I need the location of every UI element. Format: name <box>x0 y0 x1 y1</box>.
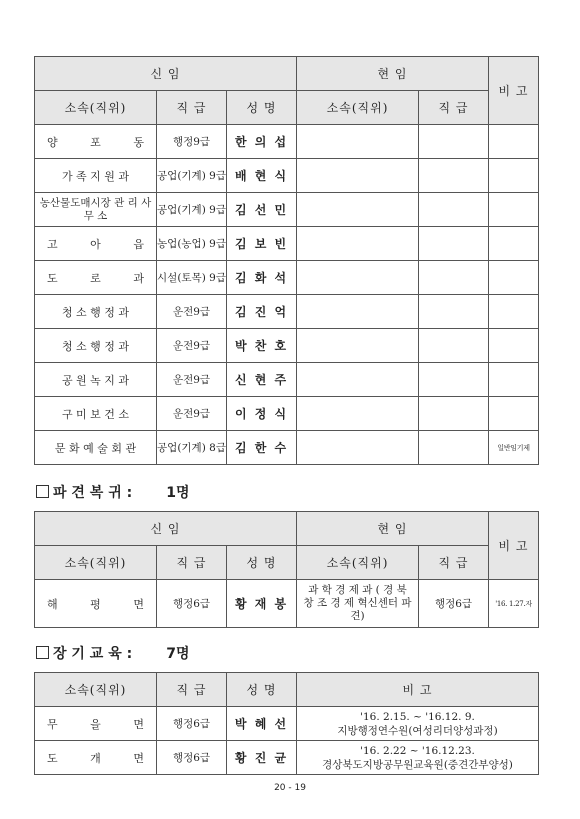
header-note: 비 고 <box>489 512 539 580</box>
grade-cell: 운전9급 <box>157 397 227 431</box>
checkbox-square-icon <box>36 646 49 659</box>
note-cell <box>489 227 539 261</box>
note-cell <box>489 261 539 295</box>
section-dispatch-return <box>36 482 189 502</box>
name-cell: 김 보 빈 <box>227 227 297 261</box>
grade-cell: 행정6급 <box>157 580 227 628</box>
name-cell: 김 선 민 <box>227 193 297 227</box>
note-cell: '16. 1.27.자 <box>489 580 539 628</box>
dept-cell: 가 족 지 원 과 <box>35 159 157 193</box>
note-cell <box>489 193 539 227</box>
subheader-cur-dept: 소속(직위) <box>297 91 419 125</box>
page-number: 20 - 19 <box>274 783 306 793</box>
dept-cell: 청 소 행 정 과 <box>35 295 157 329</box>
grade-cell: 공업(기계) 9급 <box>157 159 227 193</box>
cur-dept-cell <box>297 397 419 431</box>
note-cell <box>297 707 539 741</box>
cur-dept-cell <box>297 363 419 397</box>
table-row <box>35 125 539 159</box>
subheader-cur-grade: 직 급 <box>419 91 489 125</box>
note-cell <box>489 397 539 431</box>
cur-grade-cell <box>419 295 489 329</box>
cur-grade-cell <box>419 363 489 397</box>
name-cell: 배 현 식 <box>227 159 297 193</box>
grade-cell: 운전9급 <box>157 295 227 329</box>
subheader-grade: 직 급 <box>157 546 227 580</box>
name-cell: 황 진 균 <box>227 741 297 775</box>
note-cell <box>489 125 539 159</box>
grade-cell: 농업(농업) 9급 <box>157 227 227 261</box>
cur-dept-cell <box>297 125 419 159</box>
cur-dept-cell <box>297 227 419 261</box>
education-table <box>34 672 539 775</box>
subheader-dept: 소속(직위) <box>35 91 157 125</box>
note-cell: 일반임기제 <box>489 431 539 465</box>
table-row <box>35 261 539 295</box>
name-cell: 신 현 주 <box>227 363 297 397</box>
name-cell: 황 재 봉 <box>227 580 297 628</box>
header-new: 신 임 <box>35 512 297 546</box>
note-cell <box>297 741 539 775</box>
grade-cell: 공업(기계) 9급 <box>157 193 227 227</box>
institution-text: 지방행정연수원(여성리더양성과정) <box>337 724 498 737</box>
checkbox-square-icon <box>36 485 49 498</box>
grade-cell: 행정6급 <box>157 707 227 741</box>
header-new: 신 임 <box>35 57 297 91</box>
name-cell: 박 혜 선 <box>227 707 297 741</box>
dept-cell: 도 로 과 <box>35 261 157 295</box>
cur-grade-cell <box>419 227 489 261</box>
cur-grade-cell <box>419 159 489 193</box>
table-row <box>35 397 539 431</box>
note-cell <box>489 329 539 363</box>
section-count: 1명 <box>166 485 190 501</box>
section-long-term-education <box>36 643 189 663</box>
cur-dept-cell <box>297 159 419 193</box>
cur-grade-cell: 행정6급 <box>419 580 489 628</box>
subheader-cur-dept: 소속(직위) <box>297 546 419 580</box>
name-cell: 한 의 섭 <box>227 125 297 159</box>
period-text: '16. 2.22 ~ '16.12.23. <box>360 744 475 757</box>
table-row <box>35 193 539 227</box>
subheader-grade: 직 급 <box>157 91 227 125</box>
subheader-note: 비 고 <box>297 673 539 707</box>
cur-grade-cell <box>419 125 489 159</box>
header-note: 비 고 <box>489 57 539 125</box>
dispatch-return-table <box>34 511 539 628</box>
table-row <box>35 329 539 363</box>
table-row <box>35 227 539 261</box>
cur-dept-cell: 과 학 경 제 과 ( 경 북 창 조 경 제 혁신센터 파견) <box>297 580 419 628</box>
dept-cell: 청 소 행 정 과 <box>35 329 157 363</box>
section-count: 7명 <box>166 646 190 662</box>
name-cell: 박 찬 호 <box>227 329 297 363</box>
subheader-name: 성 명 <box>227 91 297 125</box>
subheader-dept: 소속(직위) <box>35 673 157 707</box>
table-row <box>35 363 539 397</box>
table-row <box>35 580 539 628</box>
dept-cell: 해 평 면 <box>35 580 157 628</box>
grade-cell: 행정9급 <box>157 125 227 159</box>
note-cell <box>489 295 539 329</box>
section-title: 파 견 복 귀 : <box>53 485 133 501</box>
name-cell: 이 정 식 <box>227 397 297 431</box>
header-current: 현 임 <box>297 57 489 91</box>
dept-cell: 도 개 면 <box>35 741 157 775</box>
dept-cell: 무 을 면 <box>35 707 157 741</box>
grade-cell: 운전9급 <box>157 363 227 397</box>
cur-dept-cell <box>297 431 419 465</box>
institution-text: 경상북도지방공무원교육원(중견간부양성) <box>322 758 513 771</box>
subheader-name: 성 명 <box>227 673 297 707</box>
table-row <box>35 707 539 741</box>
table-row <box>35 431 539 465</box>
grade-cell: 행정6급 <box>157 741 227 775</box>
dept-cell: 고 아 읍 <box>35 227 157 261</box>
name-cell: 김 화 석 <box>227 261 297 295</box>
cur-dept-cell <box>297 261 419 295</box>
dept-cell: 양 포 동 <box>35 125 157 159</box>
cur-grade-cell <box>419 431 489 465</box>
subheader-dept: 소속(직위) <box>35 546 157 580</box>
grade-cell: 운전9급 <box>157 329 227 363</box>
cur-grade-cell <box>419 329 489 363</box>
note-cell <box>489 159 539 193</box>
dept-cell: 농산물도매시장 관 리 사 무 소 <box>35 193 157 227</box>
name-cell: 김 한 수 <box>227 431 297 465</box>
cur-dept-cell <box>297 295 419 329</box>
note-cell <box>489 363 539 397</box>
subheader-name: 성 명 <box>227 546 297 580</box>
dept-cell: 문 화 예 술 회 관 <box>35 431 157 465</box>
name-cell: 김 진 억 <box>227 295 297 329</box>
appointment-table <box>34 56 539 465</box>
table-row <box>35 741 539 775</box>
period-text: '16. 2.15. ~ '16.12. 9. <box>360 710 475 723</box>
subheader-grade: 직 급 <box>157 673 227 707</box>
header-current: 현 임 <box>297 512 489 546</box>
section-title: 장 기 교 육 : <box>53 646 133 662</box>
table-row <box>35 159 539 193</box>
subheader-cur-grade: 직 급 <box>419 546 489 580</box>
grade-cell: 시설(토목) 9급 <box>157 261 227 295</box>
dept-cell: 공 원 녹 지 과 <box>35 363 157 397</box>
table-row <box>35 295 539 329</box>
grade-cell: 공업(기계) 8급 <box>157 431 227 465</box>
cur-grade-cell <box>419 193 489 227</box>
cur-grade-cell <box>419 261 489 295</box>
cur-dept-cell <box>297 193 419 227</box>
dept-cell: 구 미 보 건 소 <box>35 397 157 431</box>
cur-dept-cell <box>297 329 419 363</box>
cur-grade-cell <box>419 397 489 431</box>
